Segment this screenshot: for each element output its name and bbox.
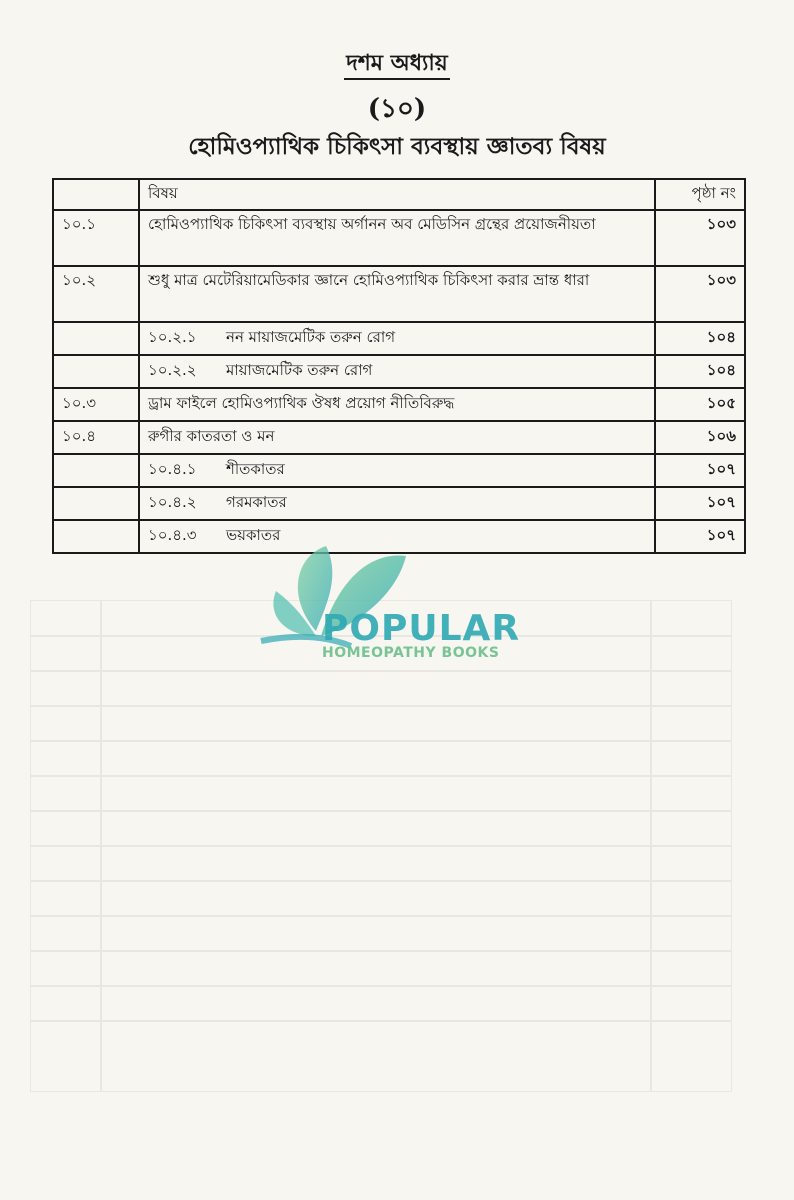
chapter-heading	[0, 46, 794, 83]
row-page: ১০৭	[655, 487, 745, 520]
row-subject: শীতকাতর	[226, 460, 285, 478]
row-number	[53, 454, 139, 487]
table-header-row	[53, 179, 745, 210]
row-page: ১০৩	[655, 266, 745, 322]
header-page: পৃষ্ঠা নং	[655, 179, 745, 210]
row-number	[53, 355, 139, 388]
row-number: ১০.৪	[53, 421, 139, 454]
row-page: ১০৬	[655, 421, 745, 454]
row-page: ১০৭	[655, 454, 745, 487]
row-code: ১০.২.১	[148, 328, 197, 346]
row-subject: ভয়কাতর	[226, 526, 281, 544]
table-row	[53, 487, 745, 520]
table-row	[53, 322, 745, 355]
row-page: ১০৭	[655, 520, 745, 553]
row-subject: হোমিওপ্যাথিক চিকিৎসা ব্যবস্থায় অর্গানন অব মেডিসিন গ্রন্থের প্রয়োজনীয়তা	[139, 210, 655, 266]
table-row	[53, 388, 745, 421]
row-number	[53, 322, 139, 355]
row-subject: শুধু মাত্র মেটেরিয়ামেডিকার জ্ঞানে হোমিওপ্যাথিক চিকিৎসা করার ভ্রান্ত ধারা	[139, 266, 655, 322]
table-row	[53, 266, 745, 322]
chapter-heading-text: দশম অধ্যায়	[344, 50, 450, 80]
row-subject: মায়াজমেটিক তরুন রোগ	[226, 361, 373, 379]
row-number	[53, 520, 139, 553]
chapter-number: (১০)	[367, 94, 427, 124]
row-number	[53, 487, 139, 520]
chapter-title: হোমিওপ্যাথিক চিকিৎসা ব্যবস্থায় জ্ঞাতব্য বিষয়	[188, 133, 606, 160]
row-subject: গরমকাতর	[226, 493, 287, 511]
bleed-through-table	[30, 600, 740, 1100]
row-page: ১০৫	[655, 388, 745, 421]
row-code: ১০.৪.২	[148, 493, 197, 511]
row-subject-cell	[139, 487, 655, 520]
row-page: ১০৪	[655, 322, 745, 355]
table-row	[53, 454, 745, 487]
table-row	[53, 421, 745, 454]
row-subject-cell	[139, 355, 655, 388]
row-subject-cell	[139, 322, 655, 355]
row-page: ১০৩	[655, 210, 745, 266]
header-subject: বিষয়	[139, 179, 655, 210]
table-row	[53, 355, 745, 388]
row-page: ১০৪	[655, 355, 745, 388]
watermark-brand: POPULAR	[322, 608, 521, 649]
row-number: ১০.২	[53, 266, 139, 322]
row-code: ১০.৪.১	[148, 460, 197, 478]
row-number: ১০.৩	[53, 388, 139, 421]
watermark-tagline: HOMEOPATHY BOOKS	[322, 645, 500, 661]
row-code: ১০.২.২	[148, 361, 197, 379]
contents-table	[52, 178, 746, 554]
row-code: ১০.৪.৩	[148, 526, 197, 544]
header-number	[53, 179, 139, 210]
row-subject: নন মায়াজমেটিক তরুন রোগ	[226, 328, 396, 346]
row-subject: ড্রাম ফাইলে হোমিওপ্যাথিক ঔষধ প্রয়োগ নীতিবিরুদ্ধ	[139, 388, 655, 421]
row-number: ১০.১	[53, 210, 139, 266]
row-subject-cell	[139, 454, 655, 487]
row-subject: রুগীর কাতরতা ও মন	[139, 421, 655, 454]
table-row	[53, 210, 745, 266]
